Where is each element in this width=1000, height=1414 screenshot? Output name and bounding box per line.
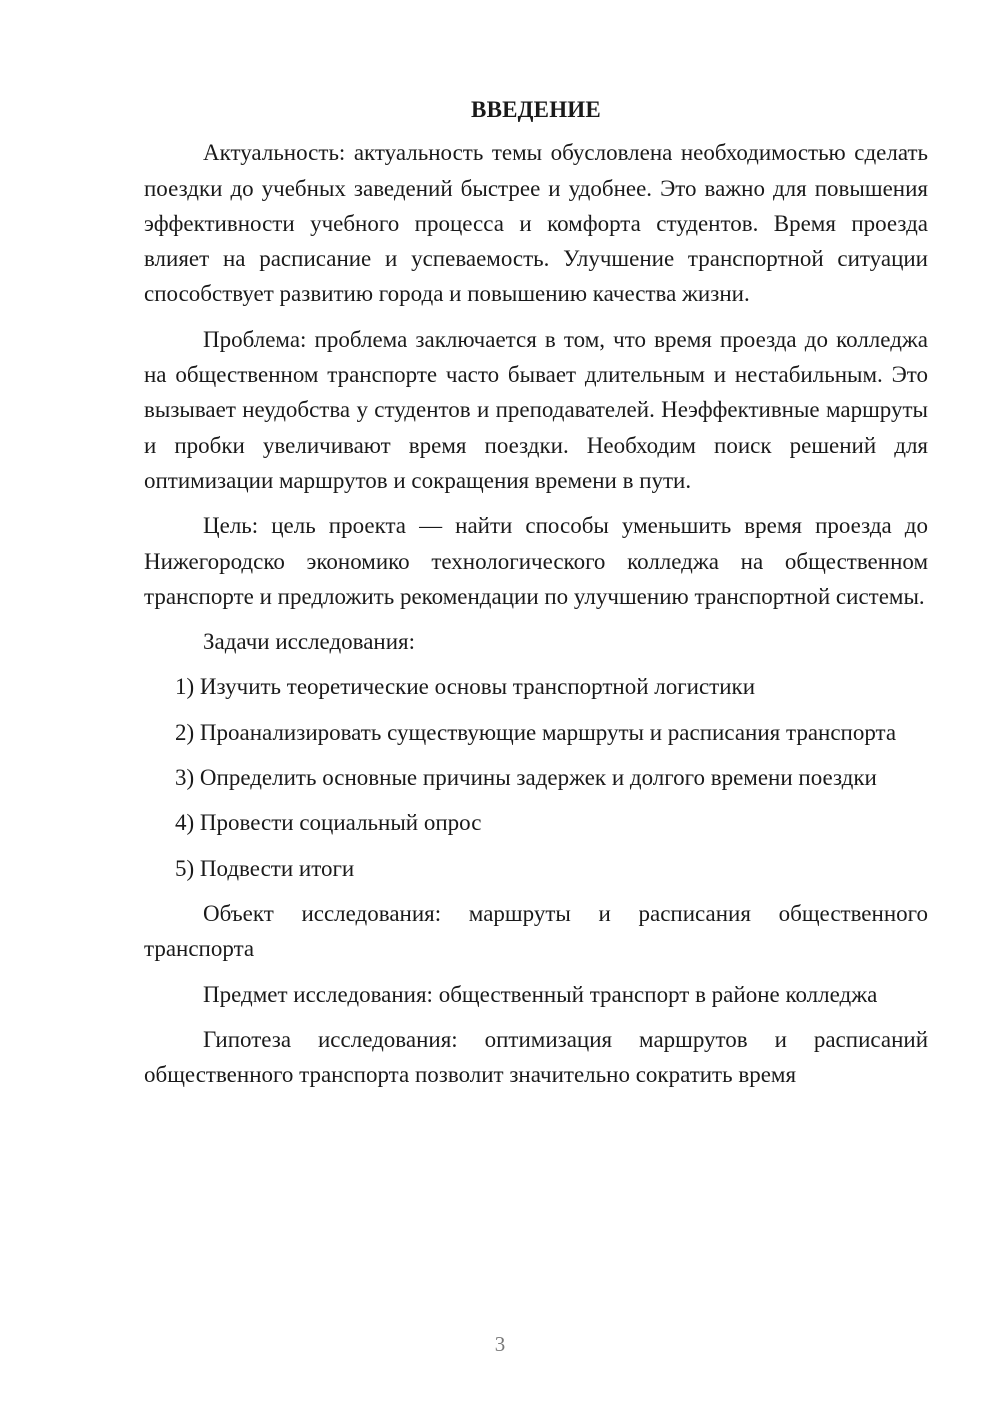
paragraph-goal: Цель: цель проекта — найти способы уменьшить время проезда до Нижегородско экономико технологического колледжа на общественном транспорте и предложить рекомендации по улучшению транспортной системы. [144, 513, 928, 609]
paragraph-subject: Предмет исследования: общественный транспорт в районе колледжа [203, 981, 878, 1007]
task-item-3: 3) Определить основные причины задержек и долгого времени поездки [175, 765, 877, 791]
task-item-4: 4) Провести социальный опрос [175, 810, 482, 836]
task-item-1: 1) Изучить теоретические основы транспортной логистики [175, 674, 756, 700]
paragraph-problem: Проблема: проблема заключается в том, что время проезда до колледжа на общественном транспорте часто бывает длительным и нестабильным. Это вызывает неудобства у студентов и преподавателей. Неэффективные маршруты и пробки увеличивают время поездки. Необходим поиск решений для оптимизации маршрутов и сокращения времени в пути. [144, 326, 928, 493]
paragraph-hypothesis: Гипотеза исследования: оптимизация маршрутов и расписаний общественного транспорта позволит значительно сократить время [144, 1026, 928, 1088]
page-title: ВВЕДЕНИЕ [471, 97, 601, 122]
task-item-5: 5) Подвести итоги [175, 855, 355, 881]
page-body [144, 92, 928, 1102]
page-number: 3 [494, 1332, 506, 1356]
paragraph-relevance: Актуальность: актуальность темы обусловлена необходимостью сделать поездки до учебных заведений быстрее и удобнее. Это важно для повышения эффективности учебного процесса и комфорта студентов. Время проезда влияет на расписание и успеваемость. Улучшение транспортной ситуации способствует развитию города и повышению качества жизни. [144, 140, 928, 307]
paragraph-tasks-heading: Задачи исследования: [203, 629, 416, 655]
task-item-2: 2) Проанализировать существующие маршруты и расписания транспорта [175, 719, 897, 745]
paragraph-object: Объект исследования: маршруты и расписания общественного транспорта [144, 900, 928, 962]
